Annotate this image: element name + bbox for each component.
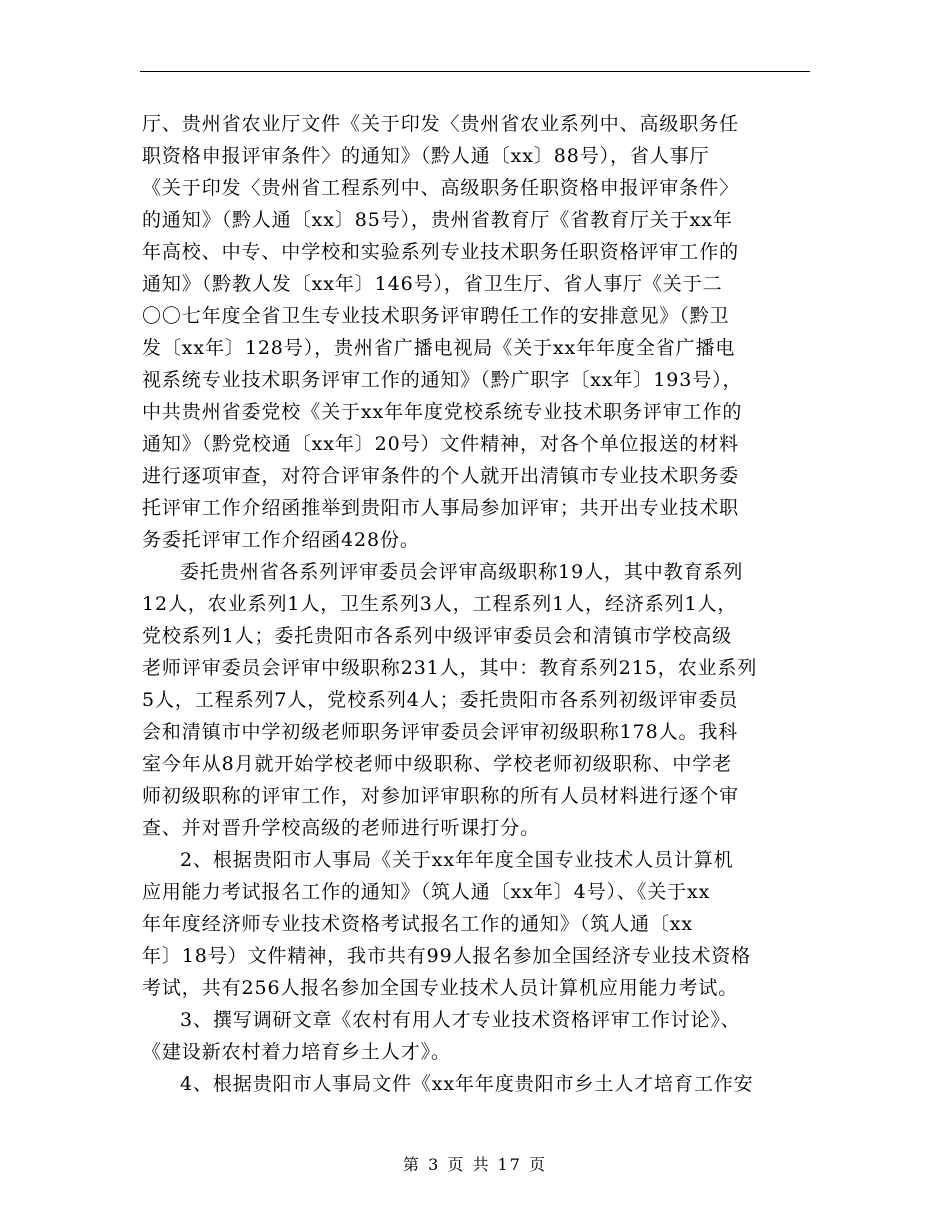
text-line: 会和清镇市中学初级老师职务评审委员会评审初级职称178人。我科 bbox=[142, 721, 739, 743]
text-line: 应用能力考试报名工作的通知》（筑人通〔xx年〕4号）、《关于xx bbox=[142, 881, 711, 903]
text-line: 发〔xx年〕128号），贵州省广播电视局《关于xx年年度全省广播电 bbox=[142, 337, 736, 359]
text-line: 〇〇七年度全省卫生专业技术职务评审聘任工作的安排意见》（黔卫 bbox=[142, 305, 730, 327]
text-line: 党校系列1人；委托贵阳市各系列中级评审委员会和清镇市学校高级 bbox=[142, 625, 733, 647]
paragraph-start-line: 4、根据贵阳市人事局文件《xx年年度贵阳市乡土人才培育工作安 bbox=[180, 1073, 754, 1095]
page-number-footer: 第 3 页 共 17 页 bbox=[403, 1155, 547, 1174]
paragraph-start-line: 2、根据贵阳市人事局《关于xx年年度全国专业技术人员计算机 bbox=[180, 849, 734, 871]
text-line: 查、并对晋升学校高级的老师进行听课打分。 bbox=[142, 817, 541, 839]
document-body bbox=[142, 108, 812, 1100]
text-line: 托评审工作介绍函推举到贵阳市人事局参加评审；共开出专业技术职 bbox=[142, 497, 740, 519]
text-line: 老师评审委员会评审中级职称231人，其中：教育系列215，农业系列 bbox=[142, 657, 758, 679]
header-rule bbox=[140, 71, 810, 72]
paragraph-start-line: 委托贵州省各系列评审委员会评审高级职称19人，其中教育系列 bbox=[180, 561, 744, 583]
text-line: 师初级职称的评审工作，对参加评审职称的所有人员材料进行逐个审 bbox=[142, 785, 740, 807]
text-line: 视系统专业技术职务评审工作的通知》（黔广职字〔xx年〕193号）， bbox=[142, 369, 743, 391]
text-line: 的通知》（黔人通〔xx〕85号），贵州省教育厅《省教育厅关于xx年 bbox=[142, 209, 733, 231]
text-line: 厅、贵州省农业厅文件《关于印发〈贵州省农业系列中、高级职务任 bbox=[142, 113, 740, 135]
text-line: 考试，共有256人报名参加全国专业技术人员计算机应用能力考试。 bbox=[142, 977, 739, 999]
text-line: 年高校、中专、中学校和实验系列专业技术职务任职资格评审工作的 bbox=[142, 241, 740, 263]
text-line: 12人，农业系列1人，卫生系列3人，工程系列1人，经济系列1人， bbox=[142, 593, 738, 615]
text-line: 年年度经济师专业技术资格考试报名工作的通知》（筑人通〔xx bbox=[142, 913, 694, 935]
text-line: 通知》（黔党校通〔xx年〕20号）文件精神，对各个单位报送的材料 bbox=[142, 433, 739, 455]
text-line: 5人，工程系列7人，党校系列4人；委托贵阳市各系列初级评审委员 bbox=[142, 689, 739, 711]
text-line: 进行逐项审查，对符合评审条件的个人就开出清镇市专业技术职务委 bbox=[142, 465, 740, 487]
text-line: 年〕18号）文件精神，我市共有99人报名参加全国经济专业技术资格 bbox=[142, 945, 752, 967]
paragraph-start-line: 3、撰写调研文章《农村有用人才专业技术资格评审工作讨论》、 bbox=[180, 1009, 741, 1031]
text-line: 室今年从8月就开始学校老师中级职称、学校老师初级职称、中学老 bbox=[142, 753, 733, 775]
text-line: 职资格申报评审条件〉的通知》（黔人通〔xx〕88号），省人事厅 bbox=[142, 145, 710, 167]
text-line: 《建设新农村着力培育乡土人才》。 bbox=[142, 1041, 451, 1063]
text-line: 中共贵州省委党校《关于xx年年度党校系统专业技术职务评审工作的 bbox=[142, 401, 743, 423]
text-line: 《关于印发〈贵州省工程系列中、高级职务任职资格申报评审条件〉 bbox=[142, 177, 740, 199]
text-line: 通知》（黔教人发〔xx年〕146号），省卫生厅、省人事厅《关于二 bbox=[142, 273, 723, 295]
text-line: 务委托评审工作介绍函428份。 bbox=[142, 529, 420, 551]
